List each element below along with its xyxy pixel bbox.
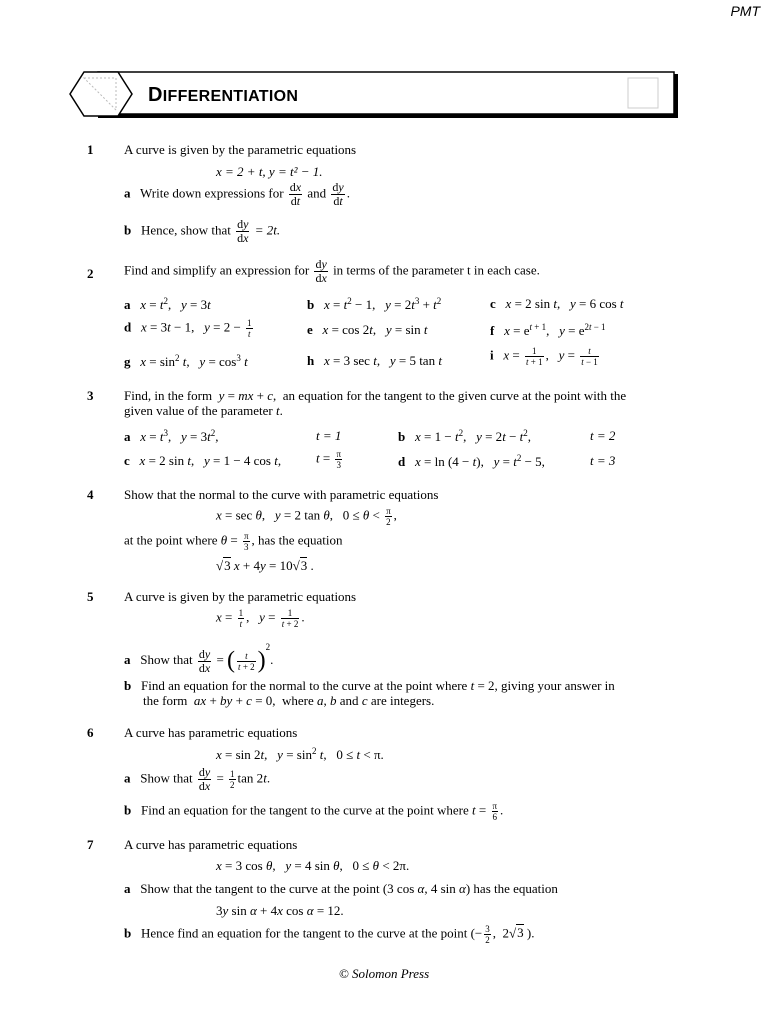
q2-part-g: g $x = \sin^2 t$, $y = \cos^3 t$ [124,353,248,369]
q6-part-b: b Find an equation for the tangent to the curve at the point where t = $\frac{\pi}{6}$ . [124,801,504,822]
q2-part-i: i x = $\frac{1}{t + 1}$ , y = $\frac{t}{t - 1}$ [490,346,598,367]
q6-intro: A curve has parametric equations [124,725,298,740]
q5-number: 5 [87,589,94,604]
q3-part-a: a $x = t^3$, $y = 3t^2$, [124,428,219,444]
q5-part-b-line1: b Find an equation for the normal to the curve at the point where t = 2, giving your answer in [124,678,615,693]
page-title: DIFFERENTIATION [148,84,299,106]
q2-part-b: b $x = t^2 - 1$, $y = 2t^3 + t^2$ [307,296,442,312]
q7-intro: A curve has parametric equations [124,837,298,852]
q4-equation: x = sec θ, y = 2 tan θ, 0 ≤ θ < $\frac{\pi}{2}$ , [216,506,397,527]
q2-part-a: a $x = t^2$, y = 3t [124,296,211,312]
q6-part-a: a Show that $\frac{dy}{dx}$ = $\frac{1}{2}$ tan 2t. [124,765,271,793]
q1-part-a: a Write down expressions for $\frac{dx}{dt}$ and $\frac{dy}{dt}$ . [124,180,350,208]
q7-part-a-equation: 3y sin α + 4x cos α = 12. [216,903,344,918]
q2-part-h: h x = 3 sec t, y = 5 tan t [307,353,442,368]
q2-number: 2 [87,266,94,281]
q7-part-b: b Hence find an equation for the tangent to the curve at the point (− $\frac{3}{2}$ , 2√3 ). [124,924,535,945]
q3-part-c: c x = 2 sin t, y = 1 − 4 cos t, [124,453,282,468]
q3-part-b: b $x = 1 - t^2$, $y = 2t - t^2$, [398,428,532,444]
q6-equation: x = sin 2t, $y = \sin^2 t$, 0 ≤ t < π. [216,746,384,762]
q5-part-b-line2: the form ax + by + c = 0, where a, b and c are integers. [143,693,435,708]
q3-part-d-cond: t = 3 [590,453,616,468]
q4-at: at the point where θ = $\frac{\pi}{3}$ , has the equation [124,531,343,552]
q5-equation: x = $\frac{1}{t}$ , y = $\frac{1}{t + 2}$ . [216,608,305,629]
q2-part-d: d x = 3t − 1, y = 2 − $\frac{1}{t}$ [124,318,252,339]
q1-part-b: b Hence, show that $\frac{dy}{dx}$ = 2t. [124,217,281,245]
q1-intro: A curve is given by the parametric equations [124,142,357,157]
q7-part-a: a Show that the tangent to the curve at the point (3 cos α, 4 sin α) has the equation [124,881,558,896]
footer-copyright: © Solomon Press [338,966,430,981]
q1-equation: x = 2 + t, y = t² − 1. [216,164,323,179]
q2-part-e: e x = cos 2t, y = sin t [307,322,428,337]
q2-intro: Find and simplify an expression for $\frac{dy}{dx}$ in terms of the parameter t in each case. [124,257,540,285]
pmt-watermark: PMT [730,3,760,19]
q4-number: 4 [87,487,94,502]
q4-intro: Show that the normal to the curve with parametric equations [124,487,439,502]
q2-part-c: c x = 2 sin t, y = 6 cos t [490,296,624,311]
q7-equation: x = 3 cos θ, y = 4 sin θ, 0 ≤ θ < 2π. [216,858,410,873]
q3-line2: given value of the parameter t. [124,403,283,418]
q5-intro: A curve is given by the parametric equations [124,589,357,604]
q4-result: √3 x + 4y = 10√3 . [216,558,314,573]
q3-line1: Find, in the form y = mx + c, an equation for the tangent to the given curve at the point with the [124,388,627,403]
q3-number: 3 [87,388,94,403]
q1-number: 1 [87,142,94,157]
q3-part-c-cond: t = $\frac{\pi}{3}$ [316,449,342,470]
q7-number: 7 [87,837,94,852]
q3-part-b-cond: t = 2 [590,428,616,443]
q6-number: 6 [87,725,94,740]
q5-part-a: a Show that $\frac{dy}{dx}$ = ( $\frac{t}{t + 2}$ )$^2$. [124,642,274,675]
q3-part-a-cond: t = 1 [316,428,342,443]
q2-part-f: f $x = e^{t + 1}$, $y = e^{2t - 1}$ [490,322,606,338]
q3-part-d: d x = ln (4 − t), $y = t^2 - 5$, [398,453,545,469]
